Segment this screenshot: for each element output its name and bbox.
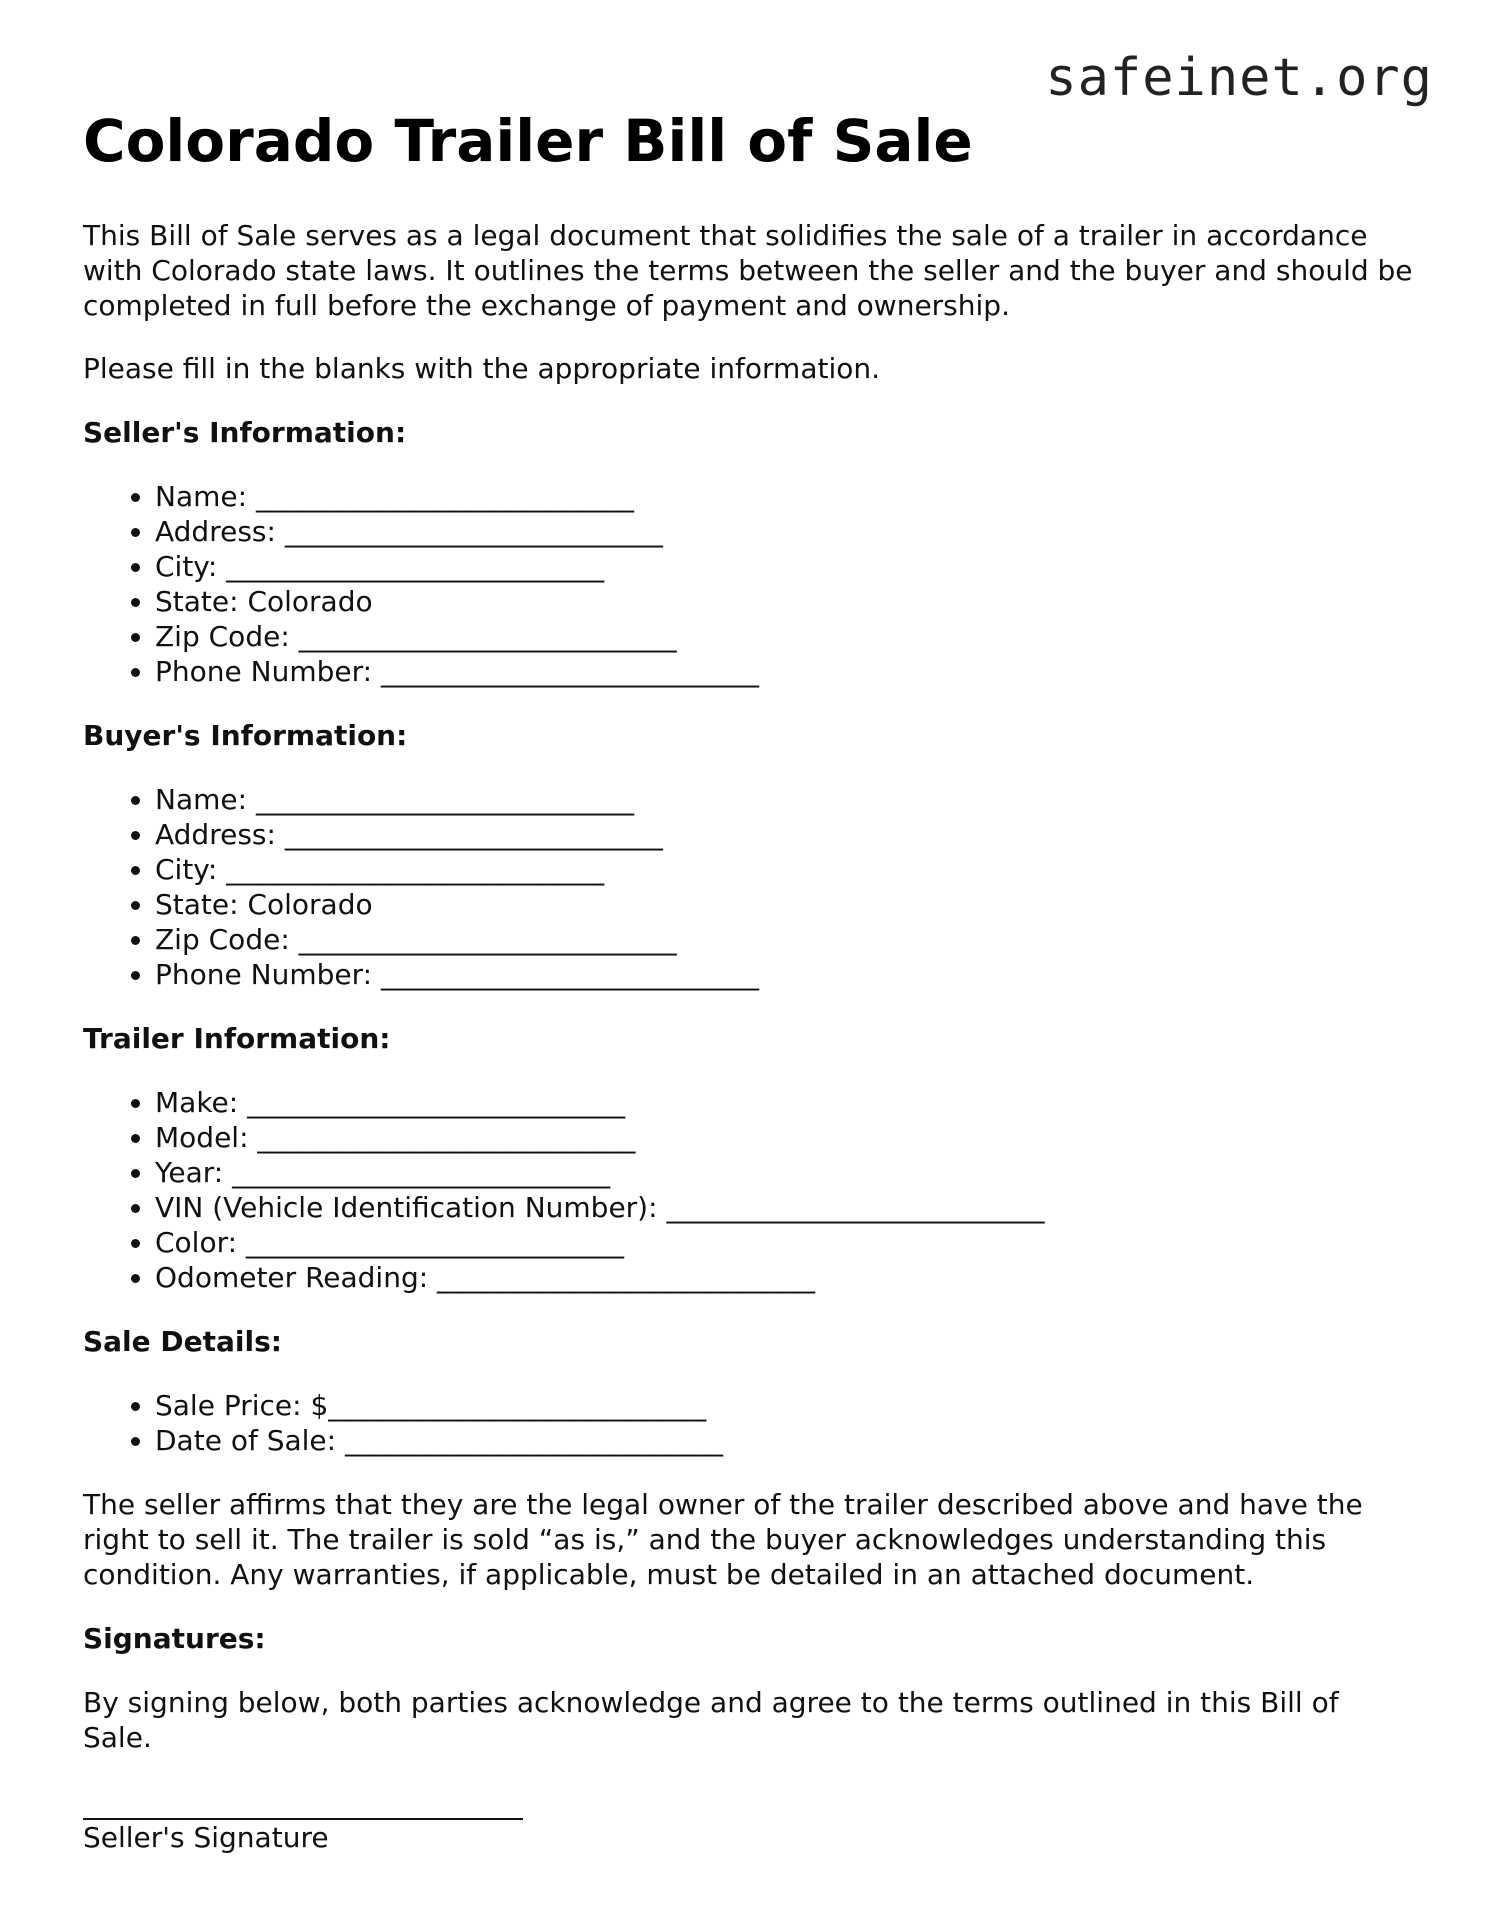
sale-section-heading: Sale Details: — [83, 1325, 282, 1358]
seller-signature-line — [83, 1784, 523, 1820]
trailer-model-field: • Model: ___________________________ — [155, 1120, 1413, 1155]
seller-name-field: • Name: ___________________________ — [155, 479, 1413, 514]
buyer-info-list — [83, 782, 1413, 992]
sale-details-list — [83, 1388, 1413, 1458]
seller-phone-field: • Phone Number: ___________________________ — [155, 654, 1413, 689]
trailer-color-field: • Color: ___________________________ — [155, 1225, 1413, 1260]
sale-date-field: • Date of Sale: ___________________________ — [155, 1423, 1413, 1458]
buyer-address-field: • Address: ___________________________ — [155, 817, 1413, 852]
buyer-state-field: • State: Colorado — [155, 887, 1413, 922]
trailer-make-field: • Make: ___________________________ — [155, 1085, 1413, 1120]
buyer-section-heading: Buyer's Information: — [83, 719, 408, 752]
instruction-paragraph: Please fill in the blanks with the appropriate information. — [83, 352, 881, 385]
seller-section-heading: Seller's Information: — [83, 416, 407, 449]
trailer-vin-field: • VIN (Vehicle Identification Number): ___________________________ — [155, 1190, 1413, 1225]
seller-info-list — [83, 479, 1413, 689]
sale-price-field: • Sale Price: $___________________________ — [155, 1388, 1413, 1423]
signatures-intro: By signing below, both parties acknowledge and agree to the terms outlined in this Bill of Sale. — [83, 1686, 1339, 1754]
document-body — [83, 102, 1413, 1855]
intro-paragraph: This Bill of Sale serves as a legal document that solidifies the sale of a trailer in accordance with Colorado state laws. It outlines the terms between the seller and the buyer and should be completed in full before the exchange of payment and ownership. — [83, 219, 1413, 322]
trailer-info-list — [83, 1085, 1413, 1295]
watermark: safeinet.org — [1045, 48, 1433, 108]
affirmation-paragraph: The seller affirms that they are the legal owner of the trailer described above and have the right to sell it. The trailer is sold “as is,” and the buyer acknowledges understanding this condition. Any warranties, if applicable, must be detailed in an attached document. — [83, 1488, 1363, 1591]
seller-zip-field: • Zip Code: ___________________________ — [155, 619, 1413, 654]
document-title: Colorado Trailer Bill of Sale — [83, 107, 973, 175]
seller-city-field: • City: ___________________________ — [155, 549, 1413, 584]
trailer-section-heading: Trailer Information: — [83, 1022, 391, 1055]
buyer-zip-field: • Zip Code: ___________________________ — [155, 922, 1413, 957]
seller-signature-label: Seller's Signature — [83, 1821, 329, 1854]
seller-state-field: • State: Colorado — [155, 584, 1413, 619]
signatures-section-heading: Signatures: — [83, 1622, 266, 1655]
buyer-phone-field: • Phone Number: ___________________________ — [155, 957, 1413, 992]
seller-address-field: • Address: ___________________________ — [155, 514, 1413, 549]
buyer-name-field: • Name: ___________________________ — [155, 782, 1413, 817]
trailer-year-field: • Year: ___________________________ — [155, 1155, 1413, 1190]
buyer-city-field: • City: ___________________________ — [155, 852, 1413, 887]
trailer-odometer-field: • Odometer Reading: ___________________________ — [155, 1260, 1413, 1295]
